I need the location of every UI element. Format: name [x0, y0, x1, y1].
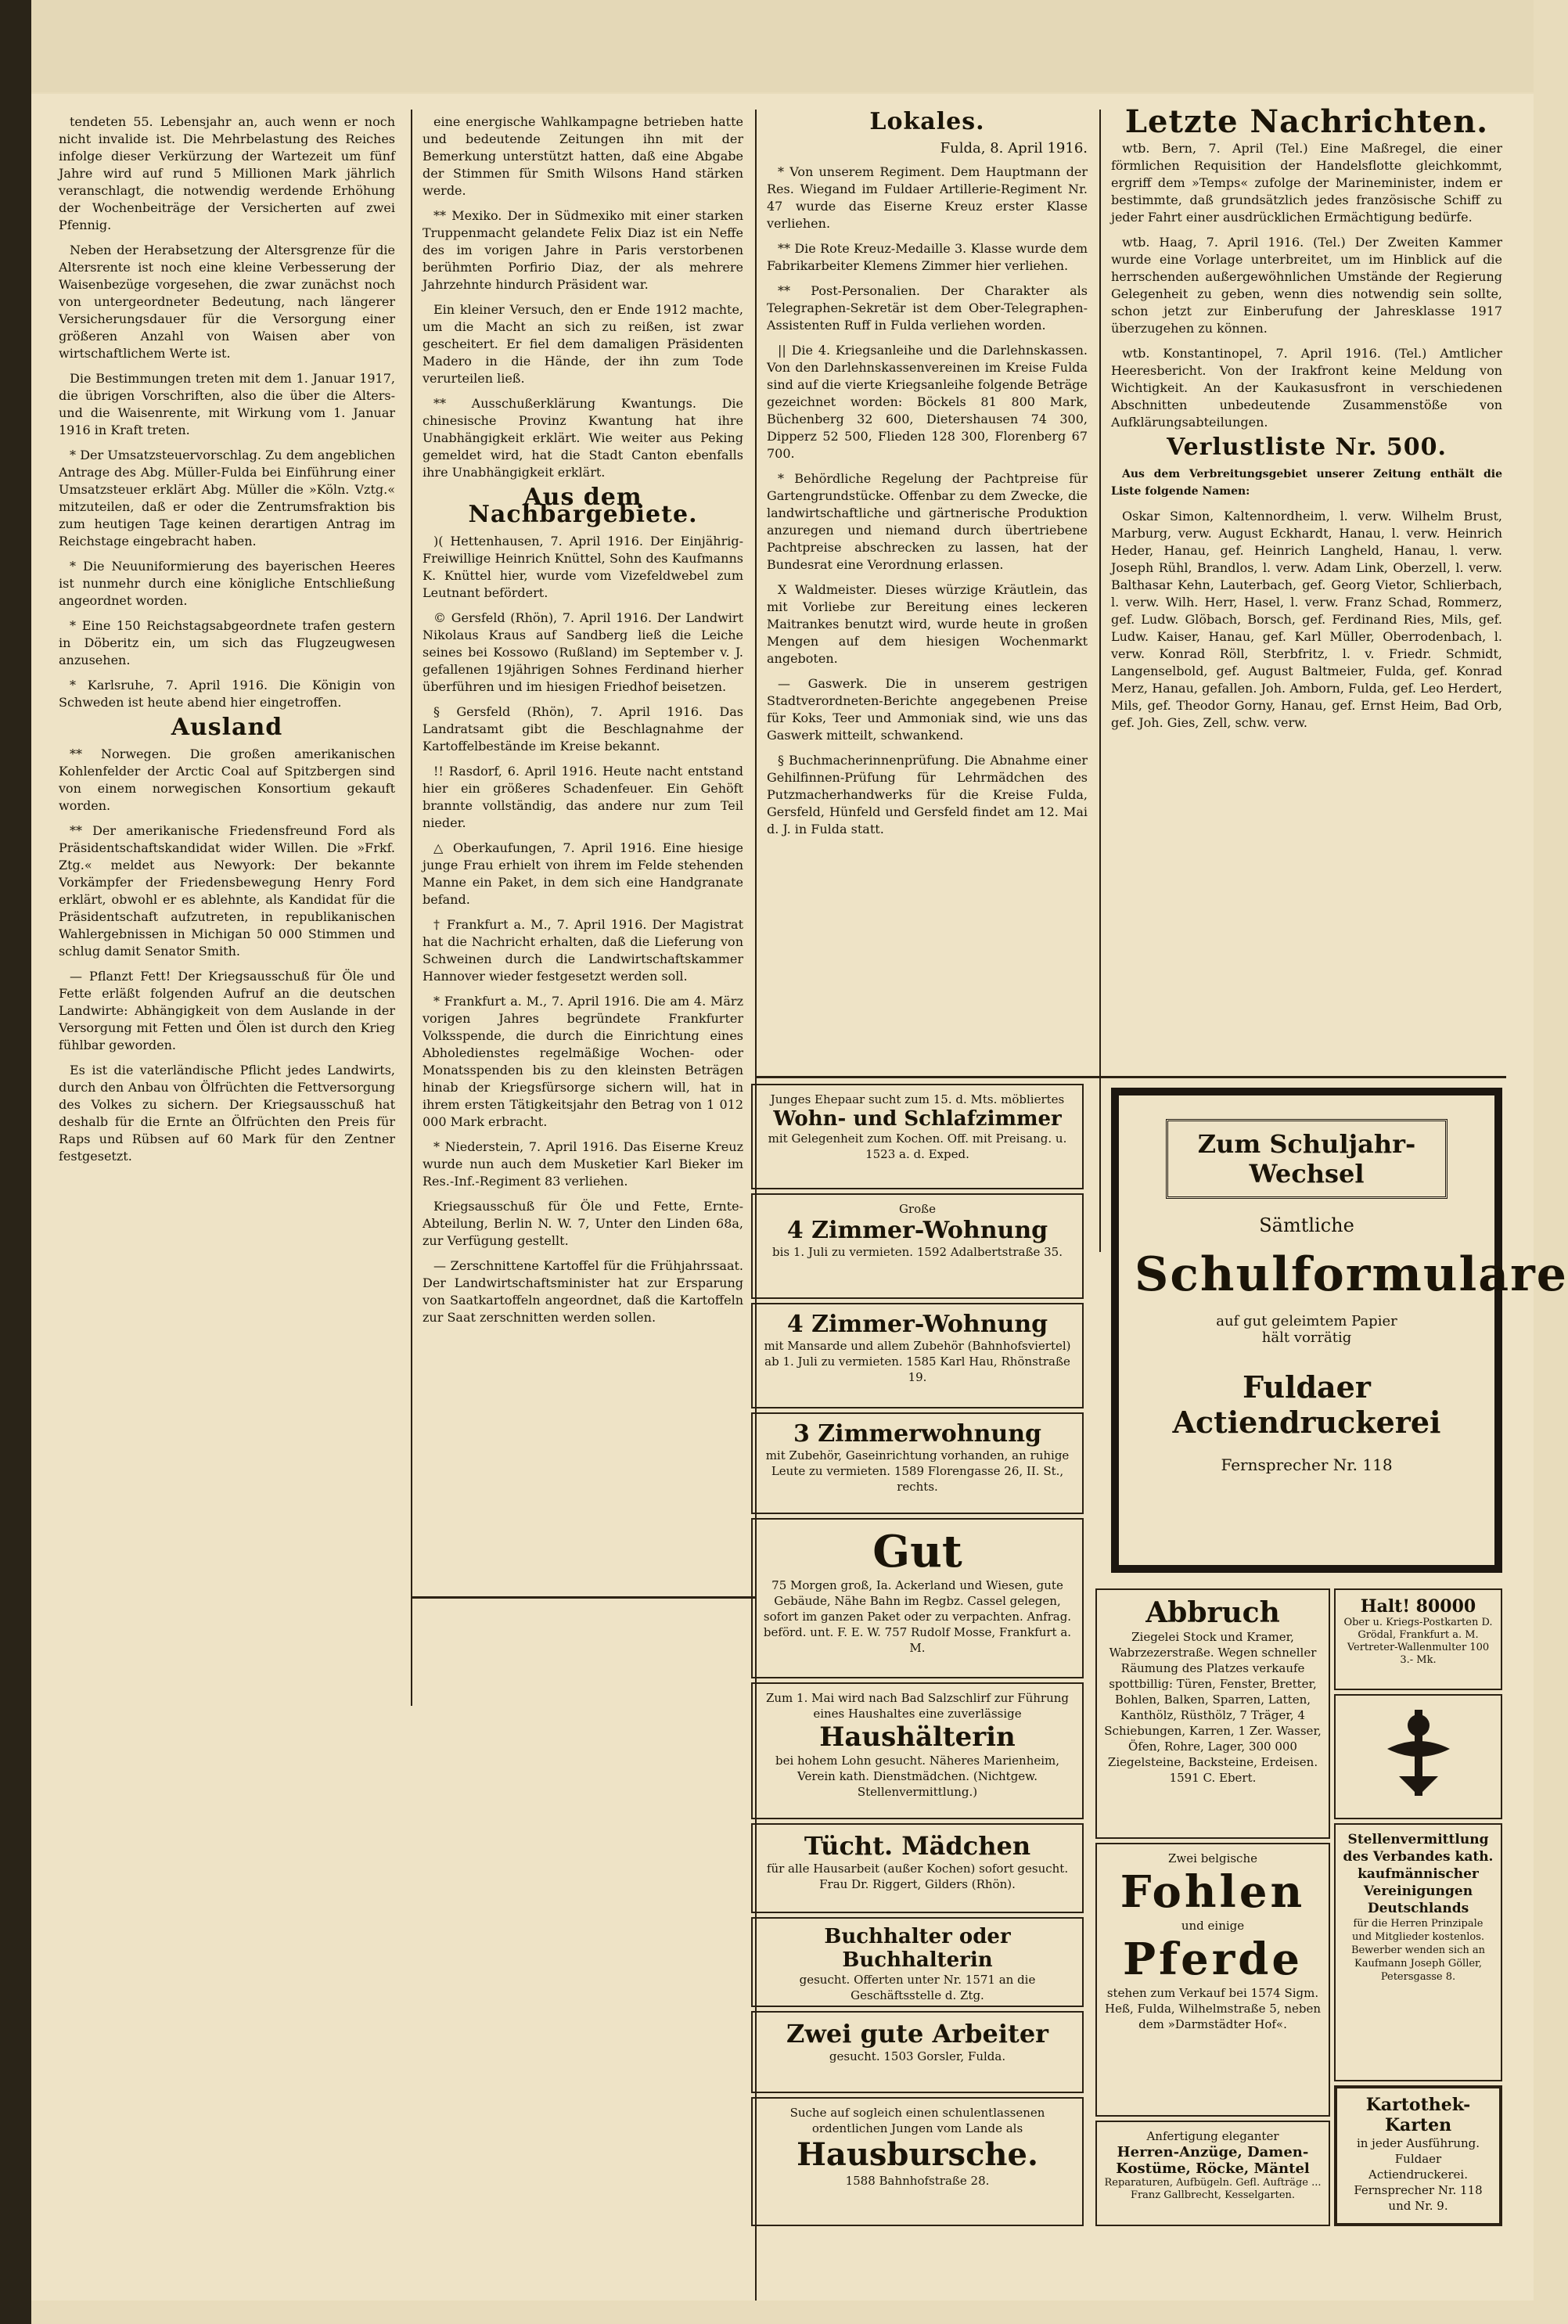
column-1	[59, 113, 395, 1209]
ad-title: 4 Zimmer-Wohnung	[786, 1217, 1048, 1244]
ad-text: gesucht. Offerten unter Nr. 1571 an die Geschäftsstelle d. Ztg.	[799, 1973, 1036, 2002]
ad-buchhalter	[751, 1917, 1084, 2007]
ad-title: Tücht. Mädchen	[804, 1831, 1031, 1861]
ad-text: hält vorrätig	[1261, 1329, 1352, 1346]
ad-text: 1588 Bahnhofstraße 28.	[845, 2174, 990, 2188]
ad-title: Zwei gute Arbeiter	[786, 2019, 1049, 2049]
article-paragraph: * Behördliche Regelung der Pachtpreise für Gartengrundstücke. Offenbar zu dem Zwecke, die landwirtschaftliche und gärtnerische Produktion anzuregen und niemand durch übertriebene Pachtpreise abschrecken zu lassen, hat der Bundesrat eine Verordnung erlassen.	[767, 471, 1088, 572]
column-4	[1111, 103, 1502, 1068]
ad-text: Suche auf sogleich einen schulentlassenen ordentlichen Jungen vom Lande als	[789, 2106, 1045, 2135]
article-paragraph: — Gaswerk. Die in unserem gestrigen Stadtverordneten-Berichte angegebenen Preise für Koks, Teer und Ammoniak sind, wie uns das Gaswerk mitteilt, schwankend.	[767, 676, 1088, 743]
ad-text: Zwei belgische	[1167, 1851, 1258, 1865]
article-paragraph: * Karlsruhe, 7. April 1916. Die Königin von Schweden ist heute abend hier eingetroffen.	[59, 678, 395, 710]
article-paragraph: wtb. Konstantinopel, 7. April 1916. (Tel.) Amtlicher Heeresbericht. Von der Irakfront keine Meldung von Wichtigkeit. An der Kaukasusfront in verschiedenen Abschnitten unbedeutende Zusammenstöße von Aufklärungsabteilungen.	[1111, 346, 1502, 430]
article-paragraph: § Gersfeld (Rhön), 7. April 1916. Das Landratsamt gibt die Beschlagnahme der Kartoffelbestände im Kreise bekannt.	[423, 704, 743, 754]
article-paragraph: ** Mexiko. Der in Südmexiko mit einer starken Truppenmacht gelandete Felix Diaz ist ein Neffe des im vorigen Jahre in Paris verstorbenen berühmten Porfirio Diaz, der als mehrere Jahrzehnte hindurch Präsident war.	[423, 208, 743, 292]
article-paragraph: ** Norwegen. Die großen amerikanischen Kohlenfelder der Arctic Coal auf Spitzbergen sind von einem norwegischen Konsortium gekauft worden.	[59, 746, 395, 813]
ad-text: Reparaturen, Aufbügeln. Gefl. Aufträge ... Franz Gallbrecht, Kesselgarten.	[1104, 2177, 1322, 2201]
article-paragraph: — Pflanzt Fett! Der Kriegsausschuß für Öle und Fette erläßt folgenden Aufruf an die deutschen Landwirte: Abhängigkeit von dem Auslande in der Versorgung mit Fetten und Ölen ist durch den Krieg fühlbar geworden.	[59, 969, 395, 1052]
binding-edge	[0, 0, 31, 2324]
article-paragraph: wtb. Bern, 7. April (Tel.) Eine Maßregel, die einer förmlichen Requisition der Handelsflotte gleichkommt, ergriff dem »Temps« zufolge der Marineminister, indem er bestimmte, daß grundsätzlich jedes französische Schiff zu jeder Fahrt einer ausdrücklichen Ermächtigung bedürfe.	[1111, 141, 1502, 225]
ad-title: Halt! 80000	[1360, 1596, 1476, 1617]
article-paragraph: * Frankfurt a. M., 7. April 1916. Die am 4. März vorigen Jahres begründete Frankfurter Volksspende, die durch die Einrichtung eines Abholedienstes regelmäßige Wochen- oder Monatsspenden bis zu den kleinsten Beträgen hinab der Kriegsfürsorge sichern will, hat in ihrem ersten Tätigkeitsjahr den Betrag von 1 012 000 Mark erbracht.	[423, 994, 743, 1129]
ad-arbeiter	[751, 2011, 1084, 2093]
ad-fohlen-pferde	[1095, 1843, 1330, 2117]
ad-wohnung-4b	[751, 1303, 1084, 1408]
article-paragraph: * Eine 150 Reichstagsabgeordnete trafen gestern in Döberitz ein, um sich das Flugzeugwesen anzusehen.	[59, 618, 395, 667]
ad-text: mit Gelegenheit zum Kochen. Off. mit Preisang. u. 1523 a. d. Exped.	[768, 1131, 1067, 1161]
ad-title: Kartothek-Karten	[1365, 2095, 1471, 2135]
ad-title: Gut	[872, 1526, 962, 1578]
ad-haushaelterin	[751, 1682, 1084, 1819]
column-rule	[411, 110, 412, 1706]
ad-text: Anfertigung eleganter	[1146, 2129, 1279, 2143]
article-paragraph: △ Oberkaufungen, 7. April 1916. Eine hiesige junge Frau erhielt von ihrem im Felde stehenden Manne ein Paket, in dem sich eine Handgranate befand.	[423, 840, 743, 907]
article-paragraph: — Zerschnittene Kartoffel für die Frühjahrssaat. Der Landwirtschaftsminister hat zur Ersparung von Saatkartoffeln angeordnet, daß die Kartoffeln zur Saat zerschnitten werden sollen.	[423, 1258, 743, 1325]
ad-phone: Fernsprecher Nr. 118	[1221, 1455, 1393, 1474]
article-paragraph: * Der Umsatzsteuervorschlag. Zu dem angeblichen Antrage des Abg. Müller-Fulda bei Einführung einer Umsatzsteuer erklärt Abg. Müller die »Köln. Vztg.« mitzuteilen, daß er oder die Zentrumsfraktion bis zum heutigen Tage keinen derartigen Antrag im Reichstage eingebracht haben.	[59, 448, 395, 549]
section-divider	[755, 1076, 1506, 1078]
article-paragraph: wtb. Haag, 7. April 1916. (Tel.) Der Zweiten Kammer wurde eine Vorlage unterbreitet, um im Hinblick auf die herrschenden außergewöhnlichen Umstände der Regierung Gelegenheit zu geben, wenn dies notwendig sein sollte, schon jetzt zur Einberufung der Jahresklasse 1917 überzugehen zu können.	[1111, 235, 1502, 336]
article-paragraph: * Die Neuuniformierung des bayerischen Heeres ist nunmehr durch eine königliche Entschließung angeordnet worden.	[59, 559, 395, 608]
ad-title: Fohlen	[1120, 1866, 1306, 1918]
ad-wohnung-4	[751, 1193, 1084, 1299]
ad-text: Sämtliche	[1259, 1214, 1354, 1236]
ad-text: Ober u. Kriegs-Postkarten D. Grödal, Frankfurt a. M. Vertreter-Wallenmulter 100 3.- Mk.	[1343, 1617, 1493, 1666]
ad-text: mit Mansarde und allem Zubehör (Bahnhofsviertel) ab 1. Juli zu vermieten. 1585 Karl Hau, Rhönstraße 19.	[764, 1339, 1071, 1384]
article-paragraph: tendeten 55. Lebensjahr an, auch wenn er noch nicht invalide ist. Die Mehrbelastung des Reiches infolge dieser Verkürzung der Wartezeit um fünf Jahre wird auf rund 5 Millionen Mark jährlich veranschlagt, die notwendig werdende Erhöhung der Wochenbeiträge der Versicherten auf zwei Pfennig.	[59, 114, 395, 232]
ad-title: 3 Zimmerwohnung	[793, 1420, 1042, 1448]
article-paragraph: eine energische Wahlkampagne betrieben hatte und bedeutende Zeitungen ihn mit der Bemerkung unterstützt hatten, daß eine Abgabe der Stimmen für Smith Wilsons Hand stärken werde.	[423, 114, 743, 198]
ad-text: für alle Hausarbeit (außer Kochen) sofort gesucht. Frau Dr. Riggert, Gilders (Rhön).	[766, 1862, 1069, 1891]
article-paragraph: X Waldmeister. Dieses würzige Kräutlein, das mit Vorliebe zur Bereitung eines leckeren Maitrankes benutzt wird, wurde heute in großen Mengen auf dem hiesigen Wochenmarkt angeboten.	[767, 582, 1088, 666]
ad-title: Haushälterin	[819, 1721, 1016, 1753]
ad-title: Wohn- und Schlafzimmer	[773, 1107, 1062, 1131]
article-paragraph: ** Der amerikanische Friedensfreund Ford als Präsidentschaftskandidat wider Willen. Die »Frkf. Ztg.« meldet aus Newyork: Der bekannte Vorkämpfer der Friedensbewegung Henry Ford erklärt, obwohl er es ablehnte, als Kandidat für die Präsidentschaft aufzutreten, in republikanischen Wahlergebnissen in Michigan 50 000 Stimmen und schlug damit Senator Smith.	[59, 823, 395, 959]
article-paragraph: !! Rasdorf, 6. April 1916. Heute nacht entstand hier ein größeres Schadenfeuer. Ein Gehöft brannte vollständig, das andere nur zum Teil nieder.	[423, 764, 743, 830]
ad-text: gesucht. 1503 Gorsler, Fulda.	[829, 2049, 1006, 2063]
ad-text: stehen zum Verkauf bei 1574 Sigm. Heß, Fulda, Wilhelmstraße 5, neben dem »Darmstädter Hof«.	[1104, 1986, 1322, 2031]
ad-wohnung-3	[751, 1412, 1084, 1514]
article-paragraph: © Gersfeld (Rhön), 7. April 1916. Der Landwirt Nikolaus Kraus auf Sandberg ließ die Leiche seines bei Kossowo (Rußland) im September v. J. gefallenen 19jährigen Sohnes Ferdinand hierher überführen und im hiesigen Friedhof beisetzen.	[423, 610, 743, 694]
ad-text: auf gut geleimtem Papier	[1216, 1313, 1397, 1329]
ad-title: Pferde	[1122, 1934, 1304, 1985]
ad-schneiderei	[1095, 2121, 1330, 2226]
ad-text: in jeder Ausführung. Fuldaer Actiendruckerei. Fernsprecher Nr. 118 und Nr. 9.	[1354, 2136, 1483, 2213]
ad-title: Buchhalter oder Buchhalterin	[824, 1925, 1011, 1972]
article-paragraph: ** Ausschußerklärung Kwantungs. Die chinesische Provinz Kwantung hat ihre Unabhängigkeit erklärt. Wie weiter aus Peking gemeldet wird, hat die Stadt Canton ebenfalls ihre Unabhängigkeit erklärt.	[423, 396, 743, 480]
ad-title: 4 Zimmer-Wohnung	[786, 1311, 1048, 1338]
ad-kartothek	[1334, 2085, 1502, 2226]
column-3	[767, 106, 1088, 1068]
article-paragraph: § Buchmacherinnenprüfung. Die Abnahme einer Gehilfinnen-Prüfung für Lehrmädchen des Putzmacherhandwerks für die Kreise Fulda, Gersfeld, Hünfeld und Gersfeld findet am 12. Mai d. J. in Fulda statt.	[767, 753, 1088, 836]
ad-title: Schulformulare	[1135, 1247, 1568, 1302]
article-paragraph: † Frankfurt a. M., 7. April 1916. Der Magistrat hat die Nachricht erhalten, daß die Lieferung von Schweinen durch die Landwirtschaftskammer Hannover wieder festgesetzt werden soll.	[423, 917, 743, 984]
article-paragraph: Es ist die vaterländische Pflicht jedes Landwirts, durch den Anbau von Ölfrüchten die Fettversorgung des Volkes zu sichern. Der Kriegsausschuß hat deshalb für die Ernte an Ölfrüchten den Preis für Raps und Rübsen auf 60 Mark für den Zentner festgesetzt.	[59, 1063, 395, 1164]
article-paragraph: || Die 4. Kriegsanleihe und die Darlehnskassen. Von den Darlehnskassenvereinen im Kreise Fulda sind auf die vierte Kriegsanleihe folgende Beträge gezeichnet worden: Böckels 81 800 Mark, Büchenberg 32 600, Dietershausen 74 300, Dipperz 52 500, Flieden 128 300, Florenberg 67 700.	[767, 343, 1088, 461]
ad-text: bei hohem Lohn gesucht. Näheres Marienheim, Verein kath. Dienstmädchen. (Nichtgew. Stellenvermittlung.)	[775, 1754, 1060, 1799]
ad-text: Große	[898, 1202, 937, 1216]
ad-text: bis 1. Juli zu vermieten. 1592 Adalbertstraße 35.	[772, 1245, 1063, 1259]
ad-text: und einige	[1181, 1919, 1245, 1933]
ad-gut	[751, 1518, 1084, 1678]
top-margin	[31, 0, 1534, 92]
ad-publisher: Fuldaer Actiendruckerei	[1172, 1369, 1441, 1440]
ad-text: 75 Morgen groß, Ia. Ackerland und Wiesen, gute Gebäude, Nähe Bahn im Regbz. Cassel gelegen, sofort im ganzen Paket oder zu verpachten. Anfrag. beförd. unt. F. E. W. 757 Rudolf Mosse, Frankfurt a. M.	[763, 1578, 1072, 1655]
article-paragraph: Kriegsausschuß für Öle und Fette, Ernte-Abteilung, Berlin N. W. 7, Unter den Linden 68a, zur Verfügung gestellt.	[423, 1199, 743, 1248]
ad-maedchen	[751, 1823, 1084, 1913]
ad-title: Abbruch	[1145, 1596, 1280, 1629]
emblem-icon	[1372, 1702, 1466, 1804]
verlust-names: Oskar Simon, Kaltennordheim, l. verw. Wilhelm Brust, Marburg, verw. August Eckhardt, Hanau, l. verw. Heinrich Heder, Hanau, gef. Heinrich Langheld, Hanau, l. verw. Joseph Rühl, Brandlos, l. verw. Adam Link, Oberzell, l. verw. Balthasar Kehn, Lauterbach, gef. Georg Vietor, Schlierbach, l. verw. Wilh. Herr, Hasel, l. verw. Franz Schad, Rommerz, gef. Ludw. Glöbach, Borsch, gef. Ferdinand Ries, Mils, gef. Ludw. Kaiser, Hanau, gef. Karl Müller, Oberrodenbach, l. verw. Konrad Röll, Sterbfritz, l. v. Friedr. Schmidt, Langenselbold, gef. August Baltmeier, Fulda, gef. Konrad Merz, Hanau, gefallen. Joh. Amborn, Fulda, gef. Leo Herdert, Mils, gef. Theodor Gorny, Hanau, gef. Ernst Heim, Bad Orb, gef. Joh. Gies, Zell, schw. verw.	[1111, 509, 1502, 730]
column-rule	[1099, 110, 1101, 1252]
ad-abbruch	[1095, 1588, 1330, 1839]
ad-emblem	[1334, 1694, 1502, 1819]
ad-text: Zum 1. Mai wird nach Bad Salzschlirf zur Führung eines Haushaltes eine zuverlässige	[765, 1691, 1070, 1721]
section-heading-lokales: Lokales.	[869, 108, 985, 135]
article-paragraph: ** Post-Personalien. Der Charakter als Telegraphen-Sekretär ist dem Ober-Telegraphen-Assistenten Ruff in Fulda verliehen worden.	[767, 283, 1088, 333]
ad-postkarten	[1334, 1588, 1502, 1690]
ad-text: für die Herren Prinzipale und Mitglieder kostenlos. Bewerber wenden sich an Kaufmann Joseph Göller, Petersgasse 8.	[1350, 1918, 1486, 1983]
ad-title: Stellenvermittlung des Verbandes kath. kaufmännischer Vereinigungen Deutschlands	[1343, 1832, 1494, 1916]
section-heading-nachbargebiete: Aus dem Nachbargebiete.	[468, 484, 698, 528]
ad-ribbon: Zum Schuljahr-Wechsel	[1166, 1119, 1448, 1199]
article-paragraph: Die Bestimmungen treten mit dem 1. Januar 1917, die übrigen Vorschriften, also die über die Alters- und die Waisenrente, mit Wirkung vom 1. Januar 1916 in Kraft treten.	[59, 371, 395, 437]
article-paragraph: ** Die Rote Kreuz-Medaille 3. Klasse wurde dem Fabrikarbeiter Klemens Zimmer hier verliehen.	[767, 241, 1088, 273]
ad-zimmer	[751, 1084, 1084, 1189]
ad-text: Ziegelei Stock und Kramer, Wabrzezerstraße. Wegen schneller Räumung des Platzes verkaufe spottbillig: Türen, Fenster, Bretter, Bohlen, Balken, Sparren, Latten, Kanthölz, Rüsthölz, 7 Träger, 4 Schiebungen, Karren, 1 Zer. Wasser, Öfen, Rohre, Lager, 300 000 Ziegelsteine, Backsteine, Erdeisen. 1591 C. Ebert.	[1104, 1630, 1322, 1785]
ad-hausbursche	[751, 2097, 1084, 2226]
ad-title: Hausbursche.	[797, 2136, 1038, 2173]
ad-schulformulare	[1111, 1088, 1568, 1573]
ad-text: mit Zubehör, Gaseinrichtung vorhanden, an ruhige Leute zu vermieten. 1589 Florengasse 26, II. St., rechts.	[765, 1448, 1070, 1494]
dateline: Fulda, 8. April 1916.	[940, 140, 1088, 156]
section-heading-letzte-nachrichten: Letzte Nachrichten.	[1124, 103, 1489, 140]
article-paragraph: * Von unserem Regiment. Dem Hauptmann der Res. Wiegand im Fuldaer Artillerie-Regiment Nr. 47 wurde das Eiserne Kreuz erster Klasse verliehen.	[767, 164, 1088, 231]
section-divider	[411, 1596, 755, 1599]
ad-title: Herren-Anzüge, Damen-Kostüme, Röcke, Mäntel	[1116, 2144, 1310, 2177]
article-paragraph: Ein kleiner Versuch, den er Ende 1912 machte, um die Macht an sich zu reißen, ist zwar gescheitert. Er fiel dem damaligen Präsidenten Madero in die Hände, der ihn zum Tode verurteilen ließ.	[423, 302, 743, 386]
article-paragraph: Neben der Herabsetzung der Altersgrenze für die Altersrente ist noch eine kleine Verbesserung der Waisenbezüge vorgesehen, die zwar zunächst noch von untergeordneter Bedeutung, nach längerer Versicherungsdauer für die Versorgung einer größeren Anzahl von Waisen aber von wirtschaftlichem Werte ist.	[59, 243, 395, 361]
section-heading-ausland: Ausland	[171, 714, 283, 741]
ad-stellenvermittlung	[1334, 1823, 1502, 2081]
column-2	[423, 113, 743, 1678]
verlust-intro: Aus dem Verbreitungsgebiet unserer Zeitung enthält die Liste folgende Namen:	[1111, 468, 1502, 498]
section-heading-verlustliste: Verlustliste Nr. 500.	[1167, 434, 1447, 461]
ad-text: Junges Ehepaar sucht zum 15. d. Mts. möbliertes	[770, 1092, 1065, 1106]
article-paragraph: * Niederstein, 7. April 1916. Das Eiserne Kreuz wurde nun auch dem Musketier Karl Bieker im Res.-Inf.-Regiment 83 verliehen.	[423, 1139, 743, 1189]
article-paragraph: )( Hettenhausen, 7. April 1916. Der Einjährig-Freiwillige Heinrich Knüttel, Sohn des Kaufmanns K. Knüttel hier, wurde vom Vizefeldwebel zum Leutnant befördert.	[423, 534, 743, 600]
